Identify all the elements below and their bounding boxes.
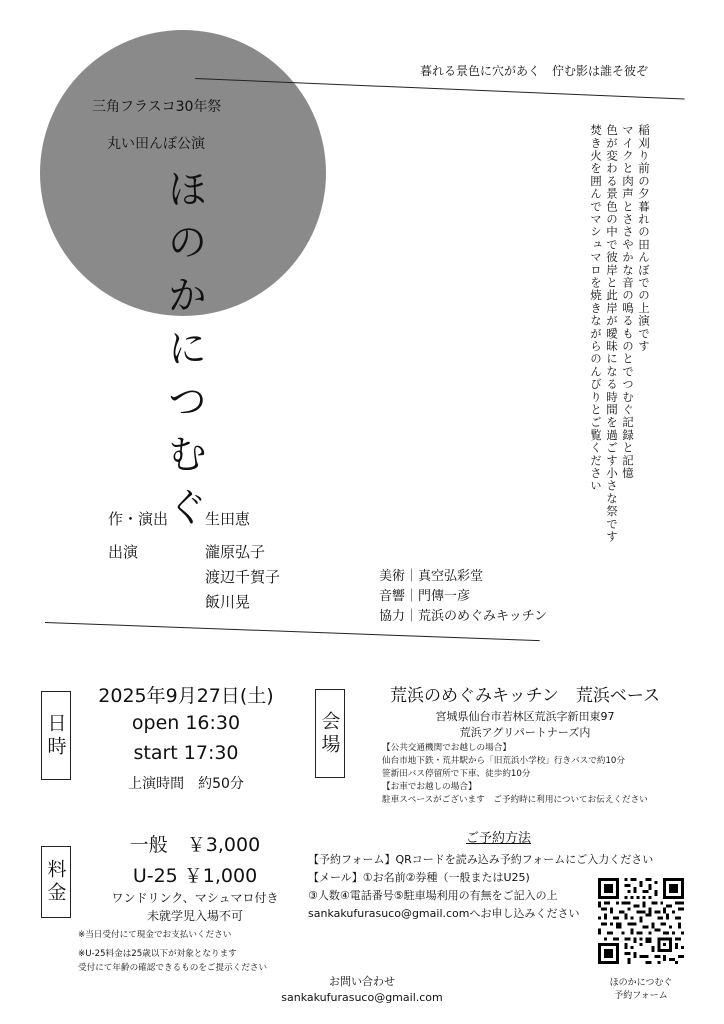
contact-label: お問い合わせ	[329, 975, 395, 988]
pricing-label-box	[41, 846, 71, 918]
venue-label: 会場	[318, 710, 341, 757]
festival-name: 三角フラスコ30年祭	[92, 99, 222, 115]
access-line: 【公共交通機関でお越しの場合】	[382, 743, 511, 753]
venue-label-box	[315, 689, 345, 778]
cast-member: 飯川晃	[205, 593, 251, 611]
divider-line-middle	[45, 622, 540, 641]
staff-cooperation: 協力｜荒浜のめぐみキッチン	[379, 609, 548, 624]
staff-sound: 音響｜門傳一彦	[379, 589, 471, 604]
reservation-line: ③人数④電話番号⑤駐車場利用の有無をご記入の上	[308, 889, 558, 902]
description	[588, 124, 652, 544]
pricing-label: 料金	[44, 859, 67, 905]
writer-name: 生田恵	[205, 510, 251, 528]
reservation-heading: ご予約方法	[466, 831, 532, 846]
writer-label: 作・演出	[108, 510, 169, 528]
cast-member: 瀧原弘子	[205, 543, 266, 561]
qr-caption-title: ほのかにつむぐ	[609, 978, 673, 988]
venue-building: 荒浜アグリパートナーズ内	[459, 726, 591, 739]
description-line: 色が変わる景色の中で彼岸と此岸が曖昧になる時間を過ごす小さな祭です	[605, 124, 619, 544]
pricing-note: ※当日受付にて現金でお支払いください	[78, 930, 232, 940]
contact-email[interactable]: sankakufurasuco@gmail.com	[281, 991, 443, 1004]
event-date: 2025年9月27日(土)	[98, 685, 274, 707]
main-title: ほのかにつむぐ	[161, 168, 207, 539]
duration: 上演時間 約50分	[128, 776, 244, 792]
reservation-email-line[interactable]: sankakufurasuco@gmail.comへお申し込みください	[308, 907, 580, 920]
staff-art: 美術｜真空弘彩堂	[379, 569, 484, 584]
datetime-label: 日時	[44, 712, 67, 759]
venue-address: 宮城県仙台市若林区荒浜字新田東97	[435, 710, 615, 723]
pricing-notes	[78, 928, 267, 975]
price-general: 一般 ￥3,000	[129, 834, 261, 856]
start-time: start 17:30	[133, 742, 239, 764]
tagline: 暮れる景色に穴があく 佇む影は誰そ彼ぞ	[420, 64, 649, 78]
description-line: 焚き火を囲んでマシュマロを焼きながらのんびりとご覧ください	[589, 124, 603, 493]
pricing-note: 受付にて年齢の確認できるものをご提示ください	[78, 963, 268, 973]
description-line: 稲刈り前の夕暮れの田んぼでの上演です	[637, 124, 651, 353]
cast-member: 渡辺千賀子	[205, 568, 281, 586]
description-line: マイクと肉声とささやかな音の鳴るものとでつむぐ記録と記憶	[621, 124, 635, 480]
children-notice: 未就学児入場不可	[146, 909, 243, 923]
venue-name: 荒浜のめぐみキッチン 荒浜ベース	[390, 686, 660, 706]
price-includes: ワンドリンク、マシュマロ付き	[111, 891, 279, 905]
reservation-line: 【メール】①お名前②券種（一般またはU25)	[308, 871, 530, 884]
pricing-note: ※U-25料金は25歳以下が対象となります	[78, 949, 237, 959]
cast-label: 出演	[108, 543, 139, 561]
price-u25: U-25 ￥1,000	[132, 865, 258, 887]
access-line: 仙台市地下鉄・荒井駅から「旧荒浜小学校」行きバスで約10分	[382, 756, 625, 766]
qr-code[interactable]	[598, 878, 684, 964]
performance-name: 丸い田んぼ公演	[107, 136, 205, 152]
access-line: 【お車でお越しの場合】	[382, 782, 477, 792]
reservation-line: 【予約フォーム】QRコードを読み込み予約フォームにご入力ください	[308, 853, 654, 866]
access-line: 駐車スペースがございます ご予約時に利用についてお伝えください	[382, 795, 648, 805]
venue-access	[382, 742, 648, 807]
open-time: open 16:30	[131, 712, 241, 734]
datetime-label-box	[41, 691, 71, 780]
access-line: 笹新田バス停留所で下車、徒歩約10分	[382, 769, 531, 779]
qr-caption-form: 予約フォーム	[614, 991, 668, 1001]
